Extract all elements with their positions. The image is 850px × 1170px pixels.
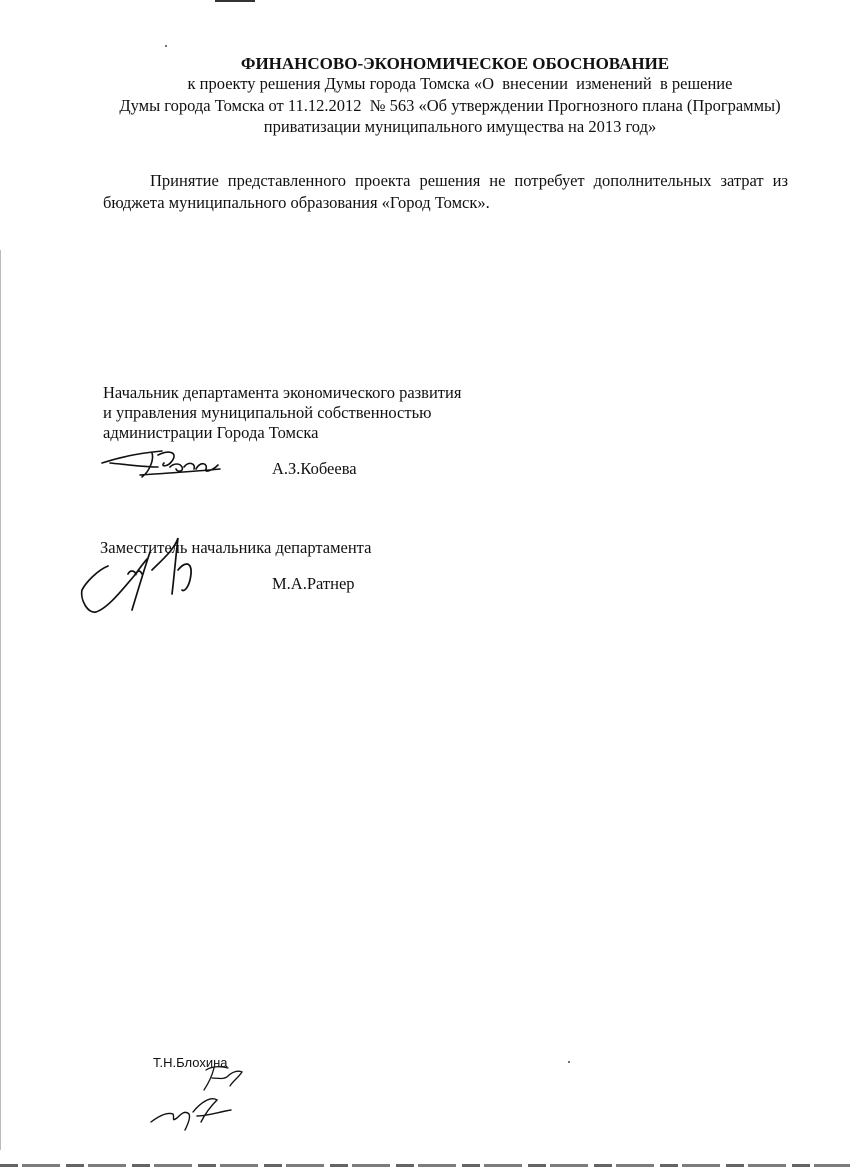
body-paragraph-line-2: бюджета муниципального образования «Город Томск». <box>103 193 490 212</box>
document-subtitle-line-2: Думы города Томска от 11.12.2012 № 563 «Об утверждении Прогнозного плана (Программы) <box>119 96 781 115</box>
executor-initials-scribble <box>192 1060 252 1095</box>
document-subtitle-line-1: к проекту решения Думы города Томска «О внесении изменений в решение <box>187 74 733 93</box>
signature-ratner <box>78 530 208 618</box>
document-subtitle-line-3: приватизации муниципального имущества на 2013 год» <box>263 117 657 136</box>
signatory-2-name: М.А.Ратнер <box>272 574 355 593</box>
executor-signature-scribble <box>145 1092 245 1132</box>
body-paragraph <box>103 170 788 214</box>
executor-name: Т.Н.Блохина <box>153 1055 228 1070</box>
scan-speck <box>165 45 167 47</box>
document-title: ФИНАНСОВО-ЭКОНОМИЧЕСКОЕ ОБОСНОВАНИЕ <box>240 54 670 73</box>
signatory-1-name: А.З.Кобеева <box>272 459 357 478</box>
body-paragraph-line-1: Принятие представленного проекта решения не потребует дополнительных затрат из <box>150 171 788 190</box>
signatory-2-position: Заместитель начальника департамента <box>100 538 372 557</box>
signatory-1-position-line-2: и управления муниципальной собственностью <box>103 403 432 422</box>
scan-speck <box>568 1061 570 1063</box>
scan-edge-left <box>0 250 1 1150</box>
scan-edge-top <box>215 0 255 2</box>
signature-kobeeva <box>100 445 230 485</box>
signatory-1-position-line-1: Начальник департамента экономического развития <box>103 383 462 402</box>
signatory-1-position-line-3: администрации Города Томска <box>103 423 319 442</box>
scan-edge-bottom <box>0 1164 850 1167</box>
